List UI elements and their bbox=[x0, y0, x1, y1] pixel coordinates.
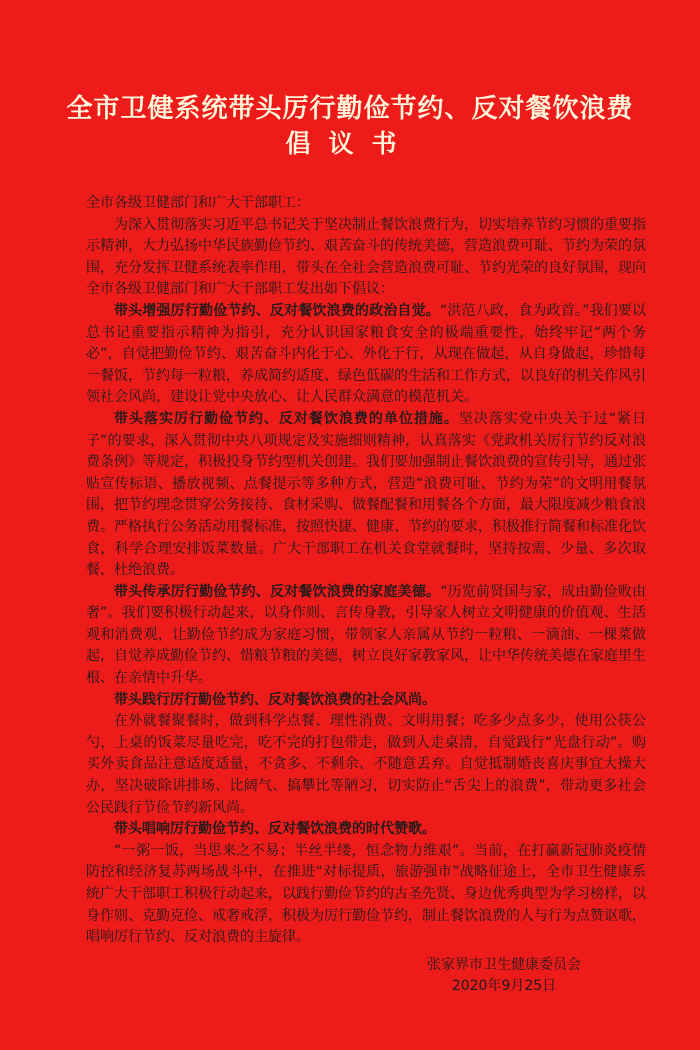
section-text-1: “洪范八政，食为政首。”我们要以总书记重要指示精神为指引，充分认识国家粮食安全的极端重要性，始终牢记“两个务必”，自觉把勤俭节约、艰苦奋斗内化于心、外化于行，从现在做起，从自身做起，珍惜每一餐饭，节约每一粒粮，养成简约适度、绿色低碳的生活和工作方式，以良好的机关作风引领社会风尚，建设让党中央放心、让人民群众满意的模范机关。 bbox=[86, 302, 647, 406]
salutation: 全市各级卫健部门和广大干部职工： bbox=[86, 195, 310, 211]
title-line-1: 全市卫健系统带头厉行勤俭节约、反对餐饮浪费 bbox=[66, 94, 634, 124]
section-heading-1: 带头增强厉行勤俭节约、反对餐饮浪费的政治自觉。 bbox=[114, 302, 440, 319]
section-paragraph-3 bbox=[86, 582, 646, 690]
section-text-3: “历览前贤国与家，成由勤俭败由奢”。我们要积极行动起来，以身作则、言传身教，引导家人树立文明健康的价值观、生活观和消费观，让勤俭节约成为家庭习惯，带领家人亲属从节约一粒粮、一滴油、一棵菜做起，自觉养成勤俭节约、惜粮节粮的美德，树立良好家教家风，让中华传统美德在家庭里生根、在亲情中升华。 bbox=[86, 583, 646, 687]
signature-date: 2020年9月25日 bbox=[451, 978, 557, 994]
intro-paragraph: 为深入贯彻落实习近平总书记关于坚决制止餐饮浪费行为，切实培养节约习惯的重要指示精神，大力弘扬中华民族勤俭节约、艰苦奋斗的传统美德，营造浪费可耻、节约为荣的氛围，充分发挥卫健系统表率作用，带头在全社会营造浪费可耻、节约光荣的良好氛围，现向全市各级卫健部门和广大干部职工发出如下倡议： bbox=[86, 216, 646, 298]
section-text-4: 在外就餐聚餐时，做到科学点餐、理性消费、文明用餐；吃多少点多少，使用公筷公勺，上桌的饭菜尽量吃完，吃不完的打包带走，做到人走桌清，自觉践行“光盘行动”。购买外卖食品注意适度适量，不贪多、不剩余、不随意丢弃。自觉抵制婚丧喜庆事宜大操大办，坚决破除讲排场、比阔气、搞攀比等陋习，切实防止“舌尖上的浪费”，带动更多社会公民践行节俭节约新风尚。 bbox=[86, 713, 646, 816]
section-paragraph-2 bbox=[86, 409, 646, 582]
section-heading-paragraph-5 bbox=[86, 819, 646, 841]
section-text-2: 坚决落实党中央关于过“紧日子”的要求，深入贯彻中央八项规定及实施细则精神，认真落实《党政机关厉行节约反对浪费条例》等规定，积极投身节约型机关创建。我们要加强制止餐饮浪费的宣传引导，通过张贴宣传标语、播放视频、点餐提示等多种方式，营造“浪费可耻、节约为荣”的文明用餐氛围，把节约理念贯穿公务接待、食材采购、做餐配餐和用餐各个方面，最大限度减少粮食浪费。严格执行公务活动用餐标准，按照快捷、健康、节约的要求，积极推行简餐和标准化饮食，科学合理安排饭菜数量。广大干部职工在机关食堂就餐时，坚持按需、少量、多次取餐，杜绝浪费。 bbox=[86, 410, 646, 579]
title-line-2: 倡议书 bbox=[285, 129, 415, 158]
proposal-body bbox=[86, 193, 646, 949]
section-paragraph-1 bbox=[86, 301, 646, 409]
signature-block bbox=[404, 955, 604, 997]
section-heading-2: 带头落实厉行勤俭节约、反对餐饮浪费的单位措施。 bbox=[114, 410, 459, 427]
section-heading-5: 带头唱响厉行勤俭节约、反对餐饮浪费的时代赞歌。 bbox=[114, 821, 436, 838]
section-heading-4: 带头践行厉行勤俭节约、反对餐饮浪费的社会风尚。 bbox=[114, 691, 436, 708]
section-heading-paragraph-4 bbox=[86, 690, 646, 712]
signature-org: 张家界市卫生健康委员会 bbox=[427, 957, 581, 973]
section-heading-3: 带头传承厉行勤俭节约、反对餐饮浪费的家庭美德。 bbox=[114, 583, 441, 600]
section-text-5: “一粥一饭，当思来之不易；半丝半缕，恒念物力维艰”。当前，在打赢新冠肺炎疫情防控和经济复苏两场战斗中，在推进“对标提质，旅游强市”战略征途上，全市卫生健康系统广大干部职工积极行动起来，以践行勤俭节约的古圣先贤、身边优秀典型为学习榜样，以身作则、克勤克俭、戒奢戒浮，积极为厉行勤俭节约，制止餐饮浪费的人与行为点赞讴歌，唱响厉行节约、反对浪费的主旋律。 bbox=[86, 842, 646, 946]
